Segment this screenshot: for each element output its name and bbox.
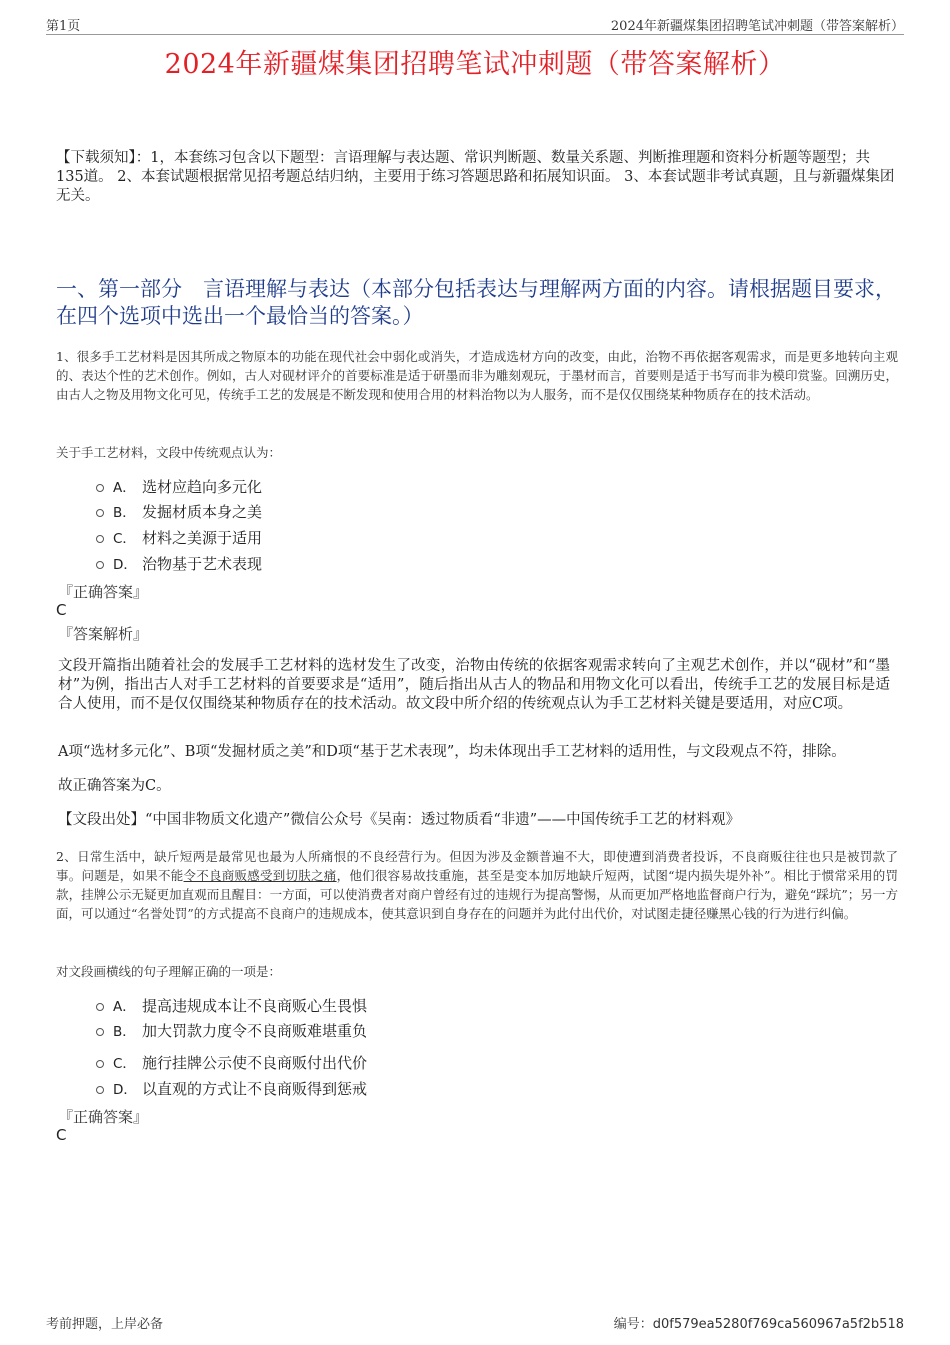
option-text: 材料之美源于适用 bbox=[142, 528, 263, 547]
q1-analysis-paragraph: A项“选材多元化”、B项“发掘材质之美”和D项“基于艺术表现”，均未体现出手工艺材料的适用性，与文段观点不符，排除。 bbox=[58, 744, 846, 760]
q1-source: 【文段出处】“中国非物质文化遗产”微信公众号《吴南：透过物质看“非遗”——中国传统手工艺的材料观》 bbox=[58, 812, 741, 828]
radio-icon[interactable] bbox=[96, 1003, 104, 1011]
q1-passage: 1、很多手工艺材料是因其所成之物原本的功能在现代社会中弱化或消失，才造成选材方向的改变，由此，治物不再依据客观需求，而是更多地转向主观的、表达个性的艺术创作。例如，古人对砚材评介的首要标准是适于研墨而非为雕刻观玩，于墨材而言，首要则是适于书写而非为模印赏鉴。回溯历史，由古人之物及用物文化可见，传统手工艺的发展是不断发现和使用合用的材料治物以为人服务，而不是仅仅围绕某种物质存在的技术活动。 bbox=[56, 349, 898, 402]
q2-option-b[interactable] bbox=[96, 1019, 367, 1041]
option-text: 选材应趋向多元化 bbox=[142, 477, 263, 496]
q1-option-c[interactable] bbox=[96, 526, 262, 548]
option-letter: A． bbox=[113, 480, 136, 496]
section-heading: 一、第一部分 言语理解与表达（本部分包括表达与理解两方面的内容。请根据题目要求，在四个选项中选出一个最恰当的答案。） bbox=[56, 277, 896, 328]
radio-icon[interactable] bbox=[96, 1028, 104, 1036]
q2-passage-before: 2、日常生活中，缺斤短两是最常见也最为人所痛恨的不良经营行为。但因为涉及金额普遍不大，即使遭到消费者投诉，不良商贩往往也只是被罚款了事。问题是，如果不能 bbox=[56, 849, 898, 883]
radio-icon[interactable] bbox=[96, 484, 104, 492]
document-title: 2024年新疆煤集团招聘笔试冲刺题（带答案解析） bbox=[164, 49, 786, 80]
q2-option-d[interactable] bbox=[96, 1077, 367, 1099]
q2-option-c[interactable] bbox=[96, 1051, 367, 1073]
q1-stem: 关于手工艺材料，文段中传统观点认为： bbox=[56, 445, 282, 460]
option-text: 发掘材质本身之美 bbox=[142, 502, 263, 521]
radio-icon[interactable] bbox=[96, 509, 104, 517]
option-letter: A． bbox=[113, 999, 136, 1015]
q1-analysis-label: 『答案解析』 bbox=[58, 625, 149, 643]
download-notice: 【下载须知】：1，本套练习包含以下题型：言语理解与表达题、常识判断题、数量关系题、判断推理题和资料分析题等题型；共135道。 2、本套试题根据常见招考题总结归纳，主要用于练习答题思路和拓展知识面。 3、本套试题非考试真题，且与新疆煤集团无关。 bbox=[56, 150, 895, 204]
q2-passage-after: ，他们很容易故技重施，甚至是变本加厉地缺斤短两，试图“堤内损失堤外补”。相比于惯常采用的罚款，挂牌公示无疑更加直观而且醒目：一方面，可以使消费者对商户曾经有过的违规行为提高警惕，从而更加严格地监督商户行为，避免“踩坑”；另一方面，可以通过“名誉处罚”的方式提高不良商户的违规成本，使其意识到自身存在的问题并为此付出代价，对试图走捷径赚黑心钱的行为进行纠偏。 bbox=[56, 868, 898, 921]
option-text: 施行挂牌公示使不良商贩付出代价 bbox=[142, 1053, 368, 1072]
q1-answer: C bbox=[56, 601, 67, 619]
option-text: 加大罚款力度令不良商贩难堪重负 bbox=[142, 1021, 368, 1040]
running-header-title: 2024年新疆煤集团招聘笔试冲刺题（带答案解析） bbox=[610, 19, 904, 34]
option-text: 提高违规成本让不良商贩心生畏惧 bbox=[142, 996, 368, 1015]
q2-passage bbox=[56, 847, 898, 923]
option-text: 治物基于艺术表现 bbox=[142, 554, 263, 573]
q2-stem: 对文段画横线的句子理解正确的一项是： bbox=[56, 964, 282, 979]
q2-option-a[interactable] bbox=[96, 994, 367, 1016]
radio-icon[interactable] bbox=[96, 561, 104, 569]
option-letter: D． bbox=[113, 1082, 137, 1098]
q2-underlined-sentence: 令不良商贩感受到切肤之痛 bbox=[183, 868, 337, 883]
q1-answer-label: 『正确答案』 bbox=[58, 583, 149, 601]
q1-option-b[interactable] bbox=[96, 500, 262, 522]
q1-analysis-paragraph: 文段开篇指出随着社会的发展手工艺材料的选材发生了改变，治物由传统的依据客观需求转向了主观艺术创作，并以“砚材”和“墨材”为例，指出古人对手工艺材料的首要要求是“适用”，随后指出从古人的物品和用物文化可以看出，传统手工艺的发展目标是适合人使用，而不是仅仅围绕某种物质存在的技术活动。故文段中所介绍的传统观点认为手工艺材料关键是要适用，对应C项。 bbox=[58, 658, 890, 712]
option-letter: C． bbox=[113, 531, 136, 547]
header-divider bbox=[46, 34, 904, 35]
q1-option-a[interactable] bbox=[96, 475, 262, 497]
radio-icon[interactable] bbox=[96, 1060, 104, 1068]
footer-code-label: 编号： bbox=[613, 1317, 653, 1332]
q2-answer: C bbox=[56, 1126, 67, 1144]
option-letter: B． bbox=[113, 1024, 136, 1040]
footer-code-value: d0f579ea5280f769ca560967a5f2b518 bbox=[652, 1317, 904, 1332]
q1-analysis-conclusion: 故正确答案为C。 bbox=[58, 778, 171, 794]
q1-option-d[interactable] bbox=[96, 552, 262, 574]
page-number: 第1页 bbox=[46, 19, 81, 34]
radio-icon[interactable] bbox=[96, 535, 104, 543]
radio-icon[interactable] bbox=[96, 1086, 104, 1094]
option-letter: B． bbox=[113, 505, 136, 521]
option-letter: D． bbox=[113, 557, 137, 573]
option-text: 以直观的方式让不良商贩得到惩戒 bbox=[142, 1079, 368, 1098]
q2-answer-label: 『正确答案』 bbox=[58, 1108, 149, 1126]
footer-code bbox=[614, 1313, 904, 1332]
option-letter: C． bbox=[113, 1056, 136, 1072]
footer-slogan: 考前押题，上岸必备 bbox=[46, 1317, 164, 1332]
